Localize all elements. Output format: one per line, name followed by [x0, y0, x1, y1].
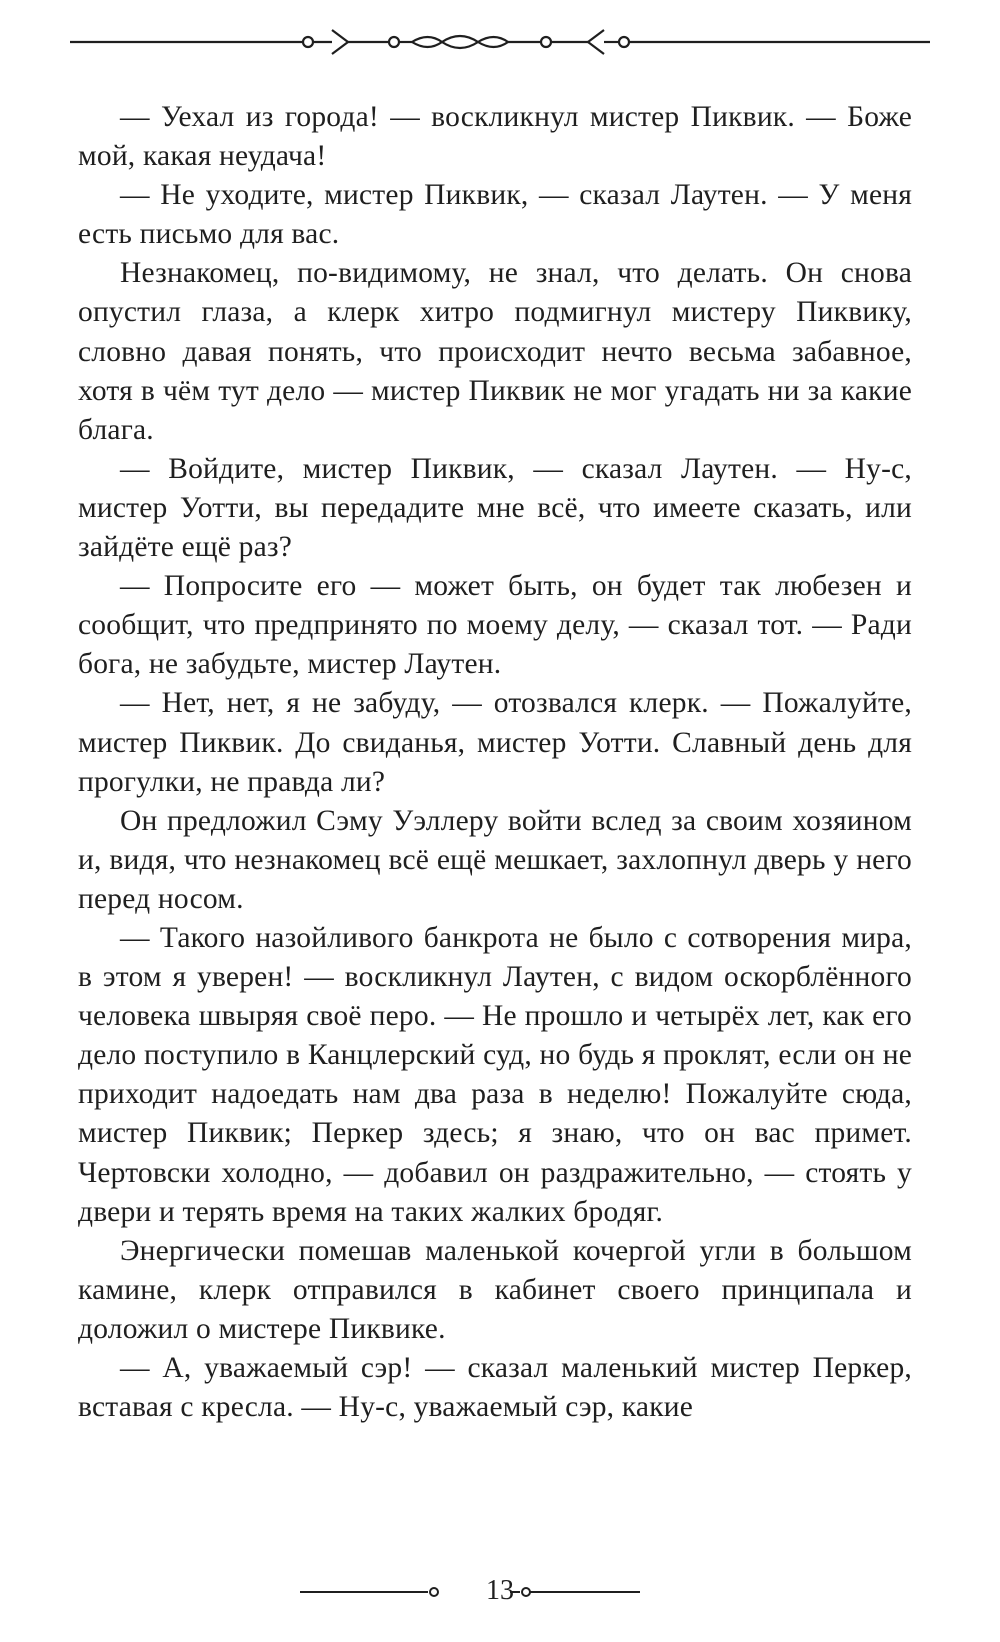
- page-body-text: [78, 98, 912, 1427]
- top-ornament-divider: [70, 22, 930, 62]
- paragraph: Незнакомец, по-видимому, не знал, что делать. Он снова опустил глаза, а клерк хитро подмигнул мистеру Пиквику, словно давая понять, что происходит нечто весьма забавное, хотя в чём тут дело — мистер Пиквик не мог угадать ни за какие блага.: [78, 257, 912, 446]
- paragraph: Он предложил Сэму Уэллеру войти вслед за своим хозяином и, видя, что незнакомец всё ещё мешкает, захлопнул дверь у него перед носом.: [78, 804, 912, 915]
- paragraph: — Войдите, мистер Пиквик, — сказал Лаутен. — Ну-с, мистер Уотти, вы передадите мне всё, что имеете сказать, или зайдёте ещё раз?: [78, 452, 912, 564]
- paragraph: — Уехал из города! — воскликнул мистер Пиквик. — Боже мой, какая неудача!: [78, 101, 912, 173]
- paragraph: Энергически помешав маленькой кочергой угли в большом камине, клерк отправился в кабинет своего принципала и доложил о мистере Пиквике.: [78, 1234, 912, 1345]
- page-number: 13: [486, 1575, 514, 1606]
- paragraph: — Такого назойливого банкрота не было с сотворения мира, в этом я уверен! — воскликнул Лаутен, с видом оскорблённого человека швыряя своё перо. — Не прошло и четырёх лет, как его дело поступило в Канцлерский суд, но будь я проклят, если он не приходит надоедать нам два раза в неделю! Пожалуйте сюда, мистер Пиквик; Перкер здесь; я знаю, что он вас примет. Чертовски холодно, — добавил он раздражительно, — стоять у двери и терять время на таких жалких бродяг.: [78, 921, 912, 1228]
- paragraph: — Нет, нет, я не забуду, — отозвался клерк. — Пожалуйте, мистер Пиквик. До свиданья, мистер Уотти. Славный день для прогулки, не правда ли?: [78, 687, 912, 798]
- paragraph: — Не уходите, мистер Пиквик, — сказал Лаутен. — У меня есть письмо для вас.: [78, 179, 912, 251]
- paragraph: — А, уважаемый сэр! — сказал маленький мистер Перкер, вставая с кресла. — Ну-с, уважаемый сэр, какие: [78, 1352, 912, 1424]
- paragraph: — Попросите его — может быть, он будет так любезен и сообщит, что предпринято по моему делу, — сказал тот. — Ради бога, не забудьте, мистер Лаутен.: [78, 570, 912, 681]
